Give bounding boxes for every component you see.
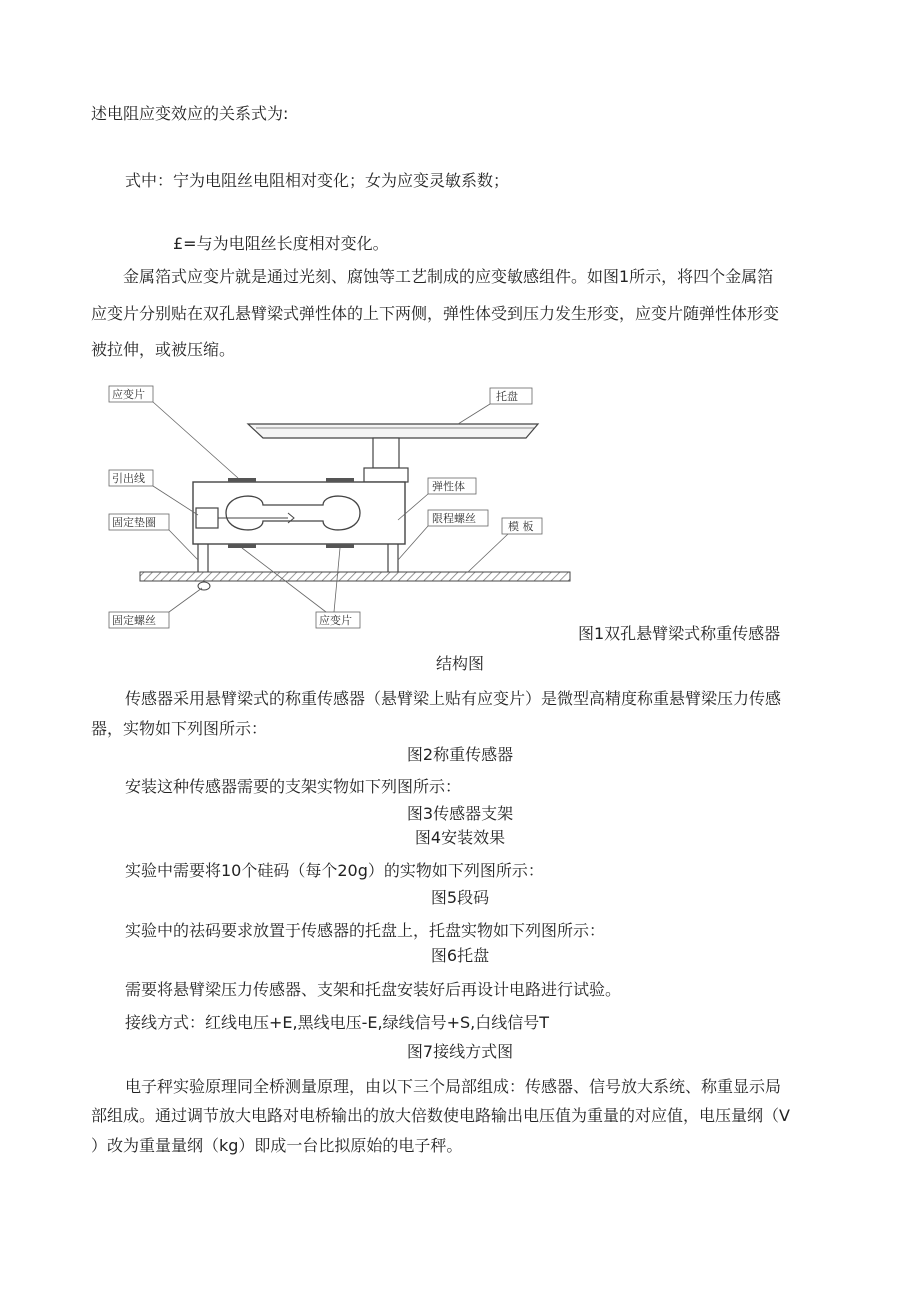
figure-caption: 图1双孔悬臂梁式称重传感器 — [578, 624, 781, 643]
text-line: 被拉伸，或被压缩。 — [91, 340, 236, 359]
label-lead-wire: 引出线 — [112, 472, 145, 485]
figure1-structure-diagram — [98, 380, 573, 635]
label-fixed-screw: 固定螺丝 — [112, 614, 156, 627]
text-line: 电子秤实验原理同全桥测量原理，由以下三个局部组成：传感器、信号放大系统、称重显示局 — [125, 1077, 782, 1096]
label-elastic-body: 弹性体 — [432, 480, 465, 493]
figure-caption: 图6托盘 — [430, 946, 490, 965]
text-line: 实验中的祛码要求放置于传感器的托盘上，托盘实物如下列图所示： — [125, 921, 606, 940]
text-line: 安装这种传感器需要的支架实物如下列图所示： — [125, 777, 462, 796]
label-template: 模 板 — [508, 520, 534, 533]
text-line: £=与为电阻丝长度相对变化。 — [173, 234, 389, 253]
figure-caption: 结构图 — [435, 654, 484, 673]
figure-caption: 图7接线方式图 — [406, 1042, 514, 1061]
label-limit-screw: 限程螺丝 — [432, 512, 476, 525]
text-line: 式中：宁为电阻丝电阻相对变化；女为应变灵敏系数； — [125, 171, 510, 190]
text-line: 述电阻应变效应的关系式为: — [91, 104, 289, 123]
figure-caption: 图2称重传感器 — [406, 745, 514, 764]
label-tray: 托盘 — [496, 390, 518, 403]
figure-caption: 图3传感器支架 — [406, 804, 514, 823]
text-line: 应变片分别贴在双孔悬臂梁式弹性体的上下两侧，弹性体受到压力发生形变，应变片随弹性体形变 — [91, 304, 780, 323]
text-line: 接线方式：红线电压+E,黑线电压-E,绿线信号+S,白线信号T — [125, 1013, 549, 1032]
text-line: 金属箔式应变片就是通过光刻、腐蚀等工艺制成的应变敏感组件。如图1所示，将四个金属箔 — [123, 267, 774, 286]
text-line: 需要将悬臂梁压力传感器、支架和托盘安装好后再设计电路进行试验。 — [125, 980, 622, 999]
figure-caption: 图4安装效果 — [414, 828, 506, 847]
text-line: 器，实物如下列图所示： — [91, 719, 268, 738]
text-line: ）改为重量量纲（kg）即成一台比拟原始的电子秤。 — [91, 1136, 463, 1155]
text-line: 实验中需要将10个硅码（每个20g）的实物如下列图所示： — [125, 861, 544, 880]
label-fixed-washer: 固定垫圈 — [112, 516, 156, 529]
text-line: 部组成。通过调节放大电路对电桥输出的放大倍数使电路输出电压值为重量的对应值，电压量纲（V — [91, 1106, 790, 1125]
label-strain-gauge-top: 应变片 — [112, 388, 145, 401]
label-strain-gauge-bottom: 应变片 — [319, 614, 352, 627]
figure-caption: 图5段码 — [430, 888, 490, 907]
text-line: 传感器采用悬臂梁式的称重传感器（悬臂梁上贴有应变片）是微型高精度称重悬臂梁压力传感 — [125, 689, 782, 708]
